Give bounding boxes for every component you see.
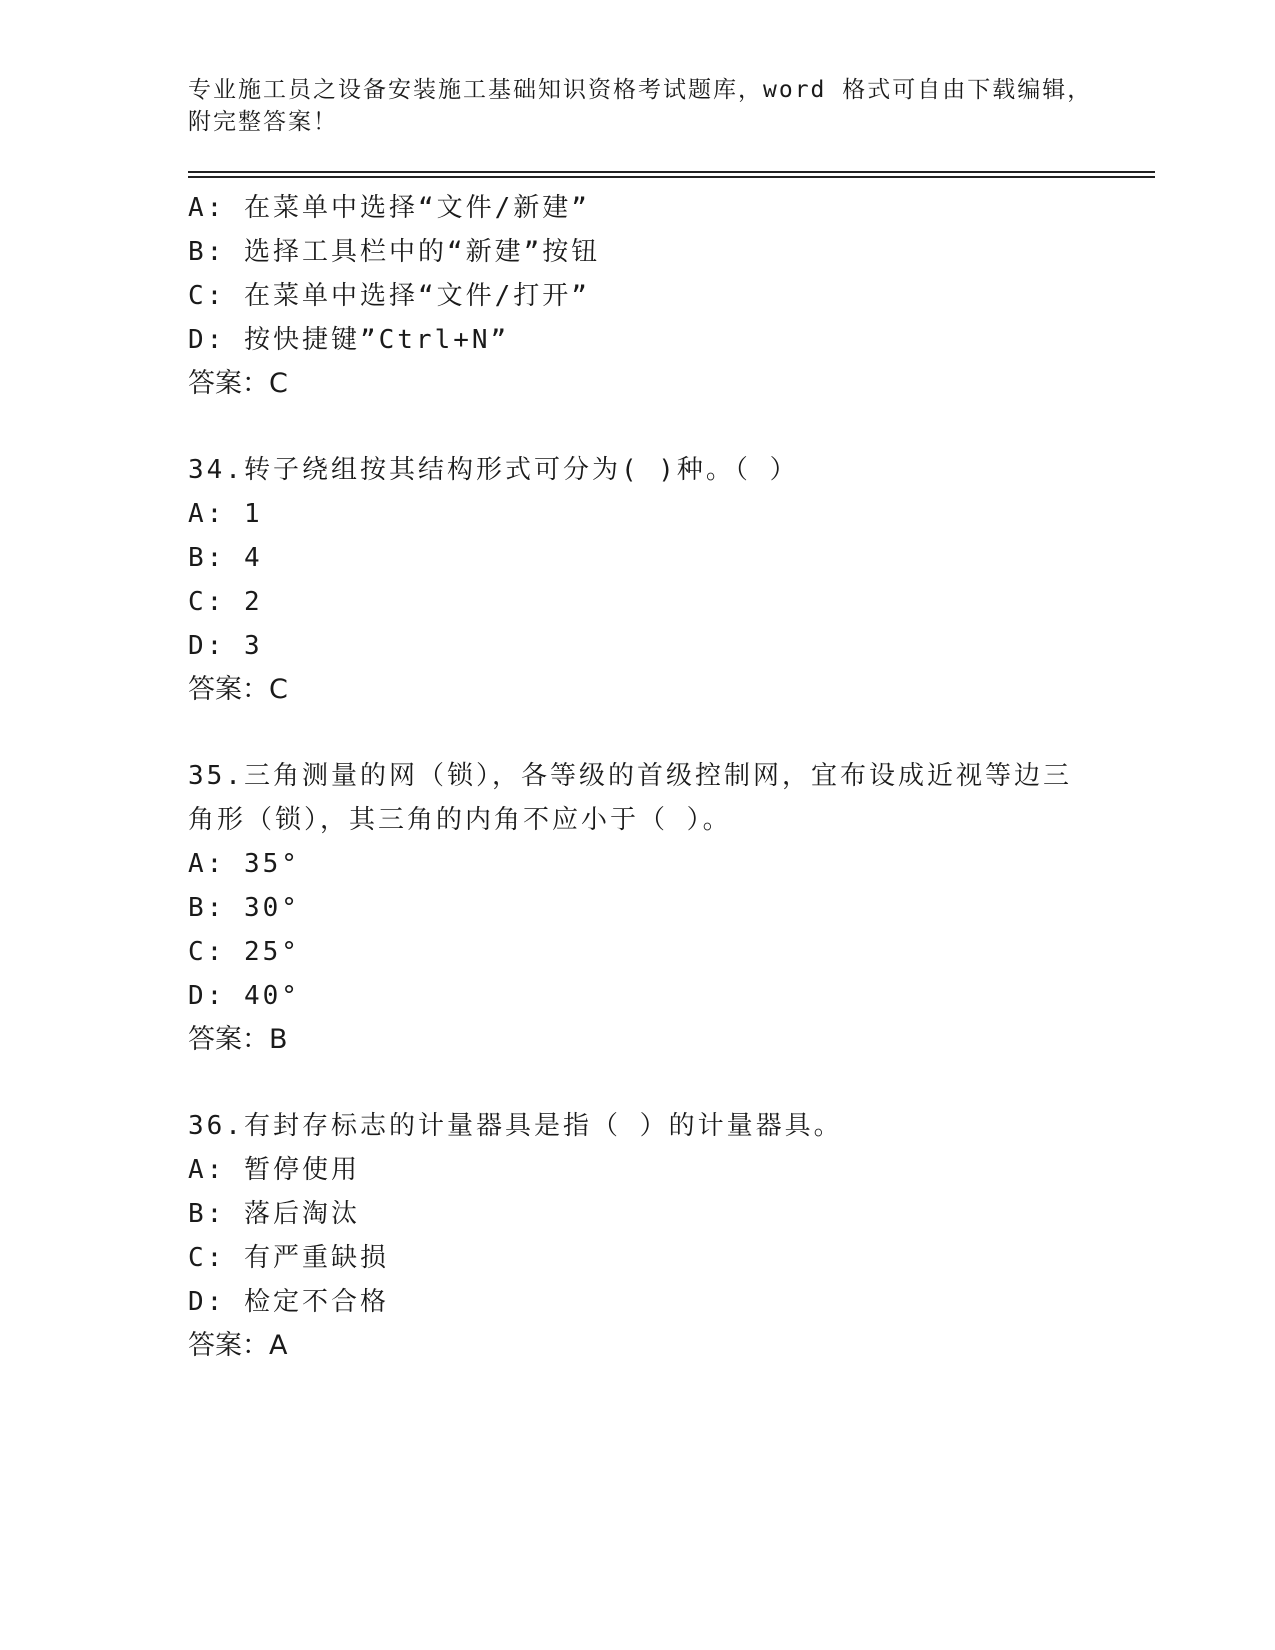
q33-option-c: C: 在菜单中选择“文件/打开”: [188, 281, 590, 311]
q33-answer: 答案：C: [188, 368, 288, 399]
q35-option-c: C: 25°: [188, 937, 300, 967]
q35-question-line-1: 35.三角测量的网（锁），各等级的首级控制网，宜布设成近视等边三: [188, 761, 1072, 791]
q33-option-d: D: 按快捷键”Ctrl+N”: [188, 325, 510, 355]
document-header-line-1: 专业施工员之设备安装施工基础知识资格考试题库，word 格式可自由下载编辑，: [188, 77, 1093, 103]
document-header-line-2: 附完整答案！: [188, 109, 338, 135]
q36-option-d: D: 检定不合格: [188, 1287, 389, 1317]
q36-answer: 答案：A: [188, 1330, 288, 1361]
q34-option-b: B: 4: [188, 543, 263, 573]
q33-option-b: B: 选择工具栏中的“新建”按钮: [188, 237, 601, 267]
q36-option-a: A: 暂停使用: [188, 1155, 360, 1185]
q35-option-a: A: 35°: [188, 849, 300, 879]
q34-option-d: D: 3: [188, 631, 263, 661]
q34-answer: 答案：C: [188, 674, 288, 705]
q35-option-d: D: 40°: [188, 981, 300, 1011]
q35-option-b: B: 30°: [188, 893, 300, 923]
q36-question: 36.有封存标志的计量器具是指（ ）的计量器具。: [188, 1111, 843, 1141]
q33-option-a: A: 在菜单中选择“文件/新建”: [188, 193, 590, 223]
q35-question-line-2: 角形（锁），其三角的内角不应小于（ ）。: [188, 805, 732, 835]
header-divider-bottom: [188, 176, 1155, 178]
q34-question: 34.转子绕组按其结构形式可分为( )种。（ ）: [188, 455, 799, 485]
header-divider-top: [188, 171, 1155, 173]
q34-option-c: C: 2: [188, 587, 263, 617]
q36-option-c: C: 有严重缺损: [188, 1243, 389, 1273]
q36-option-b: B: 落后淘汰: [188, 1199, 360, 1229]
q34-option-a: A: 1: [188, 499, 263, 529]
q35-answer: 答案：B: [188, 1024, 288, 1055]
